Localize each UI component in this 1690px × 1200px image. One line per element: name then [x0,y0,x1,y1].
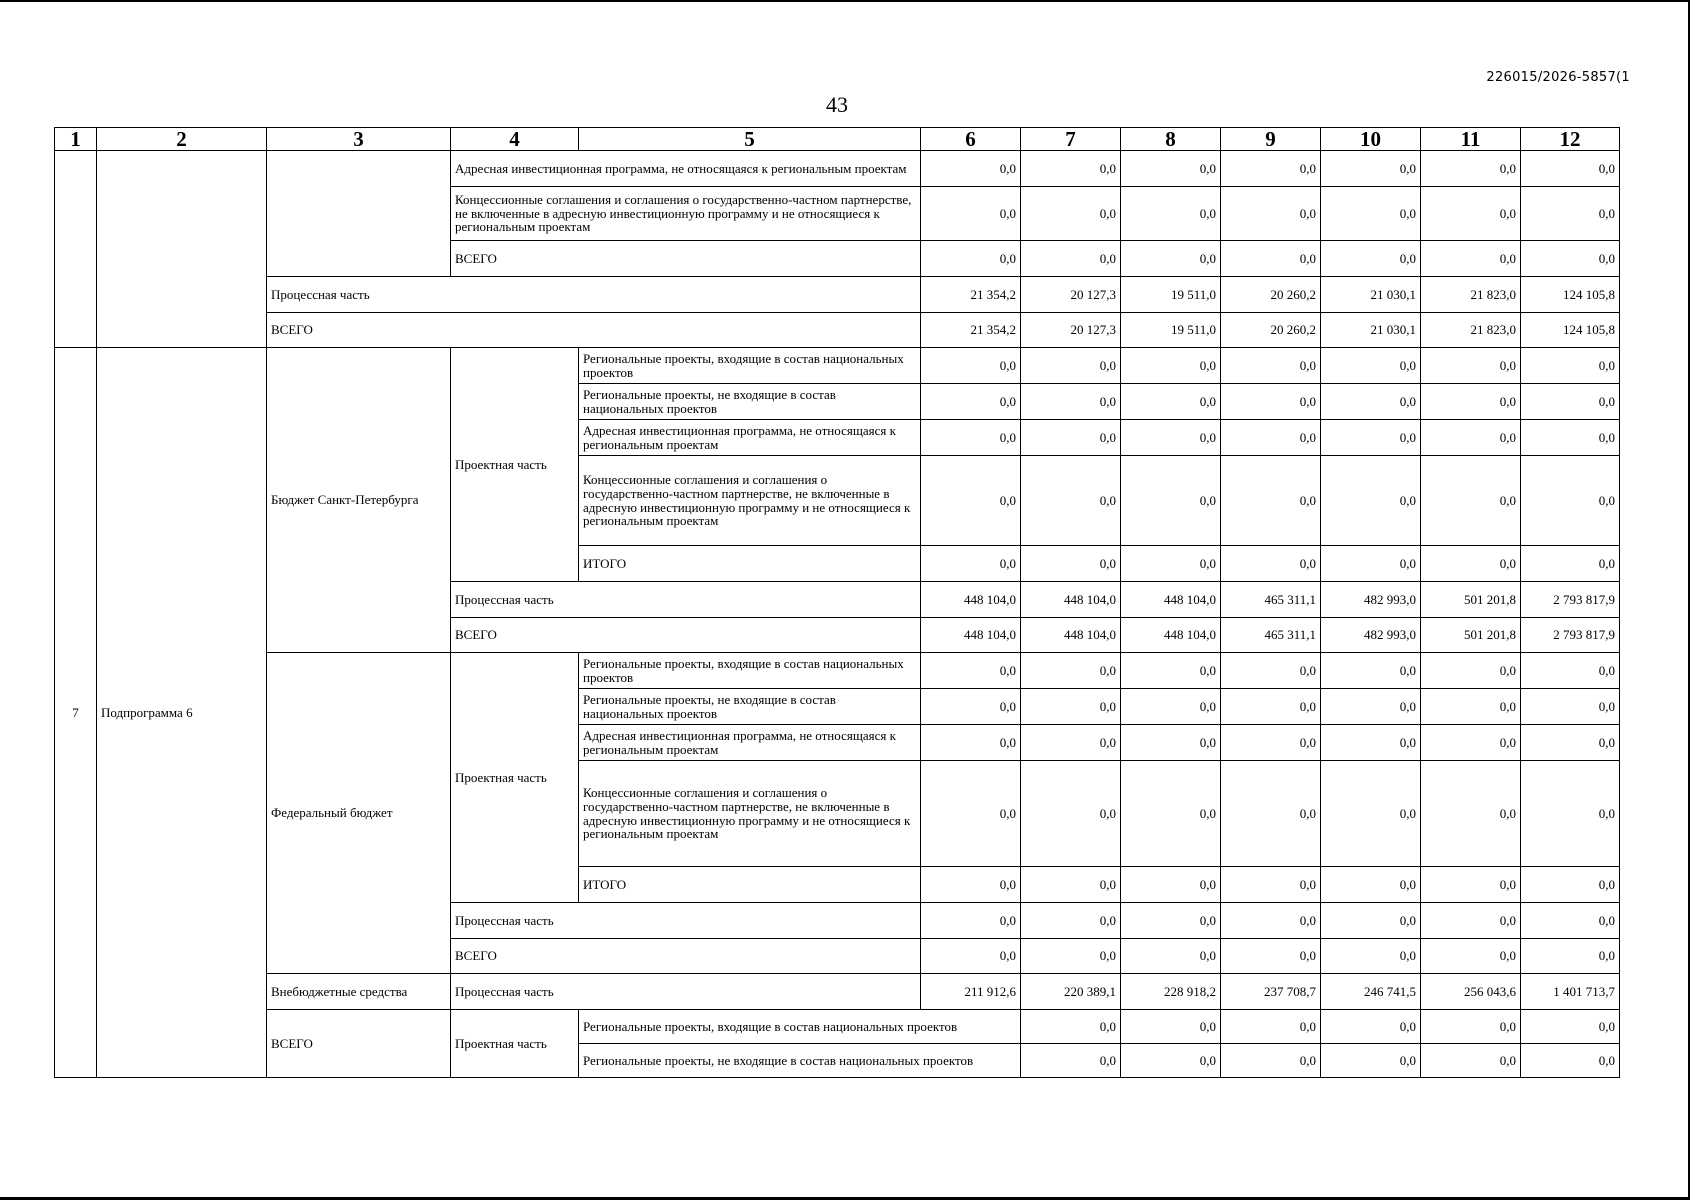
value-cell: 0,0 [1221,903,1321,939]
value-cell: 482 993,0 [1321,582,1421,618]
value-cell: 19 511,0 [1121,313,1221,348]
value-cell: 0,0 [1421,939,1521,974]
row-label: Региональные проекты, не входящие в состав национальных проектов [579,1044,1021,1078]
value-cell: 0,0 [921,384,1021,420]
column-number: 10 [1321,128,1421,151]
section-label: Проектная часть [451,348,579,582]
value-cell: 0,0 [1521,456,1620,546]
value-cell: 0,0 [1221,1010,1321,1044]
table-row [55,348,1620,384]
value-cell: 448 104,0 [1121,582,1221,618]
subprogram-name: Подпрограмма 6 [97,348,267,1078]
value-cell: 0,0 [921,689,1021,725]
section-label: Проектная часть [451,653,579,903]
value-cell: 0,0 [1121,725,1221,761]
value-cell: 0,0 [1021,1044,1121,1078]
row-name-cell [97,151,267,348]
value-cell: 448 104,0 [921,618,1021,653]
value-cell: 0,0 [921,241,1021,277]
document-id: 226015/2026-5857(1 [1486,70,1630,85]
value-cell: 0,0 [1321,903,1421,939]
value-cell: 0,0 [1121,456,1221,546]
row-label: ИТОГО [579,867,921,903]
row-label: Региональные проекты, не входящие в состав национальных проектов [579,384,921,420]
value-cell: 0,0 [1021,456,1121,546]
value-cell: 0,0 [1021,939,1121,974]
value-cell: 0,0 [1021,653,1121,689]
value-cell: 0,0 [1521,187,1620,241]
value-cell: 124 105,8 [1521,313,1620,348]
value-cell: 0,0 [1021,384,1121,420]
value-cell: 0,0 [1121,1010,1221,1044]
value-cell: 0,0 [1121,151,1221,187]
value-cell: 0,0 [1421,761,1521,867]
value-cell: 0,0 [921,151,1021,187]
value-cell: 0,0 [1421,151,1521,187]
value-cell: 0,0 [1321,867,1421,903]
row-label: ВСЕГО [267,313,921,348]
row-number-cell [55,151,97,348]
value-cell: 0,0 [1221,151,1321,187]
value-cell: 0,0 [1421,456,1521,546]
value-cell: 0,0 [1321,546,1421,582]
row-label: Региональные проекты, входящие в состав национальных проектов [579,1010,1021,1044]
row-label: ИТОГО [579,546,921,582]
row-label: Концессионные соглашения и соглашения о государственно-частном партнерстве, не включенные в адресную инвестиционную программу и не относящиеся к региональным проектам [451,187,921,241]
value-cell: 0,0 [1221,939,1321,974]
table-row [55,1010,1620,1044]
value-cell: 0,0 [921,546,1021,582]
value-cell: 0,0 [1221,420,1321,456]
value-cell: 0,0 [1321,1044,1421,1078]
value-cell: 0,0 [1121,903,1221,939]
value-cell: 0,0 [1121,384,1221,420]
value-cell: 0,0 [1421,348,1521,384]
value-cell: 0,0 [1221,653,1321,689]
value-cell: 0,0 [1321,939,1421,974]
value-cell: 0,0 [921,187,1021,241]
table-row [55,974,1620,1010]
value-cell: 448 104,0 [1121,618,1221,653]
funding-source: Бюджет Санкт-Петербурга [267,348,451,653]
value-cell: 21 354,2 [921,313,1021,348]
value-cell: 0,0 [921,348,1021,384]
row-label: Концессионные соглашения и соглашения о государственно-частном партнерстве, не включенные в адресную инвестиционную программу и не относящиеся к региональным проектам [579,456,921,546]
value-cell: 0,0 [1321,420,1421,456]
value-cell: 20 127,3 [1021,277,1121,313]
value-cell: 0,0 [1521,348,1620,384]
value-cell: 0,0 [1421,1010,1521,1044]
value-cell: 0,0 [1521,420,1620,456]
value-cell: 0,0 [1521,1044,1620,1078]
column-number: 2 [97,128,267,151]
value-cell: 0,0 [1021,725,1121,761]
value-cell: 0,0 [1521,903,1620,939]
value-cell: 0,0 [1421,903,1521,939]
value-cell: 0,0 [1221,761,1321,867]
value-cell: 0,0 [1421,420,1521,456]
value-cell: 21 030,1 [1321,277,1421,313]
value-cell: 0,0 [1321,348,1421,384]
value-cell: 0,0 [1321,384,1421,420]
value-cell: 0,0 [1021,689,1121,725]
column-number: 7 [1021,128,1121,151]
page-number: 43 [826,92,848,117]
row-label: Адресная инвестиционная программа, не относящаяся к региональным проектам [579,725,921,761]
value-cell: 0,0 [1321,1010,1421,1044]
value-cell: 0,0 [1021,348,1121,384]
value-cell: 0,0 [1421,653,1521,689]
value-cell: 482 993,0 [1321,618,1421,653]
row-number: 7 [55,348,97,1078]
value-cell: 0,0 [1221,187,1321,241]
value-cell: 0,0 [1221,348,1321,384]
value-cell: 2 793 817,9 [1521,582,1620,618]
value-cell: 0,0 [1521,761,1620,867]
value-cell: 0,0 [921,761,1021,867]
column-number: 11 [1421,128,1521,151]
value-cell: 246 741,5 [1321,974,1421,1010]
value-cell: 0,0 [1421,384,1521,420]
value-cell: 0,0 [921,867,1021,903]
value-cell: 20 127,3 [1021,313,1121,348]
grand-total-label: ВСЕГО [267,1010,451,1078]
value-cell: 0,0 [1521,867,1620,903]
row-label: Адресная инвестиционная программа, не относящаяся к региональным проектам [451,151,921,187]
value-cell: 0,0 [921,420,1021,456]
page-border-top [0,0,1690,2]
value-cell: 0,0 [1021,867,1121,903]
value-cell: 0,0 [1021,420,1121,456]
value-cell: 124 105,8 [1521,277,1620,313]
row-label: ВСЕГО [451,241,921,277]
table-row [55,313,1620,348]
value-cell: 448 104,0 [921,582,1021,618]
table-row [55,653,1620,689]
value-cell: 448 104,0 [1021,582,1121,618]
value-cell: 0,0 [1121,939,1221,974]
value-cell: 0,0 [1121,348,1221,384]
value-cell: 0,0 [1221,1044,1321,1078]
value-cell: 0,0 [1421,725,1521,761]
section-label: Проектная часть [451,1010,579,1078]
value-cell: 0,0 [1221,241,1321,277]
value-cell: 0,0 [1021,546,1121,582]
row-label: Процессная часть [451,903,921,939]
value-cell: 0,0 [1321,456,1421,546]
value-cell: 0,0 [1321,689,1421,725]
value-cell: 0,0 [1121,241,1221,277]
value-cell: 237 708,7 [1221,974,1321,1010]
value-cell: 0,0 [1021,151,1121,187]
value-cell: 0,0 [1021,903,1121,939]
value-cell: 0,0 [921,456,1021,546]
value-cell: 220 389,1 [1021,974,1121,1010]
value-cell: 0,0 [1121,546,1221,582]
value-cell: 0,0 [1521,546,1620,582]
row-label: Процессная часть [451,974,921,1010]
value-cell: 0,0 [1121,761,1221,867]
value-cell: 0,0 [1321,151,1421,187]
value-cell: 228 918,2 [1121,974,1221,1010]
value-cell: 0,0 [1321,187,1421,241]
value-cell: 0,0 [1521,241,1620,277]
column-number: 5 [579,128,921,151]
value-cell: 0,0 [1321,761,1421,867]
row-label: Процессная часть [267,277,921,313]
row-label: ВСЕГО [451,939,921,974]
value-cell: 0,0 [921,903,1021,939]
row-label: Процессная часть [451,582,921,618]
value-cell: 0,0 [1521,653,1620,689]
value-cell: 2 793 817,9 [1521,618,1620,653]
column-number: 1 [55,128,97,151]
value-cell: 20 260,2 [1221,277,1321,313]
table-row [55,151,1620,187]
value-cell: 0,0 [1321,653,1421,689]
column-number: 4 [451,128,579,151]
value-cell: 465 311,1 [1221,582,1321,618]
value-cell: 0,0 [1421,689,1521,725]
value-cell: 0,0 [1121,867,1221,903]
source-cell [267,151,451,277]
value-cell: 501 201,8 [1421,618,1521,653]
value-cell: 0,0 [1321,241,1421,277]
value-cell: 1 401 713,7 [1521,974,1620,1010]
row-label: Региональные проекты, входящие в состав национальных проектов [579,653,921,689]
value-cell: 20 260,2 [1221,313,1321,348]
value-cell: 0,0 [1321,725,1421,761]
funding-source: Внебюджетные средства [267,974,451,1010]
value-cell: 0,0 [1021,761,1121,867]
column-number-row [55,128,1620,151]
column-number: 8 [1121,128,1221,151]
value-cell: 0,0 [1121,187,1221,241]
column-number: 6 [921,128,1021,151]
row-label: Адресная инвестиционная программа, не относящаяся к региональным проектам [579,420,921,456]
value-cell: 0,0 [1521,384,1620,420]
value-cell: 0,0 [921,653,1021,689]
value-cell: 0,0 [1421,187,1521,241]
value-cell: 256 043,6 [1421,974,1521,1010]
row-label: Региональные проекты, входящие в состав национальных проектов [579,348,921,384]
row-label: Региональные проекты, не входящие в состав национальных проектов [579,689,921,725]
value-cell: 0,0 [1521,151,1620,187]
funding-source: Федеральный бюджет [267,653,451,974]
value-cell: 0,0 [1121,420,1221,456]
value-cell: 0,0 [1521,1010,1620,1044]
value-cell: 0,0 [1521,939,1620,974]
value-cell: 0,0 [1221,456,1321,546]
value-cell: 0,0 [921,939,1021,974]
value-cell: 19 511,0 [1121,277,1221,313]
value-cell: 0,0 [1421,546,1521,582]
value-cell: 0,0 [1121,689,1221,725]
row-label: Концессионные соглашения и соглашения о государственно-частном партнерстве, не включенные в адресную инвестиционную программу и не относящиеся к региональным проектам [579,761,921,867]
value-cell: 0,0 [1021,1010,1121,1044]
row-label: ВСЕГО [451,618,921,653]
value-cell: 0,0 [1221,689,1321,725]
value-cell: 0,0 [1421,1044,1521,1078]
column-number: 3 [267,128,451,151]
value-cell: 0,0 [1021,187,1121,241]
value-cell: 0,0 [1521,689,1620,725]
budget-table [54,127,1620,1078]
value-cell: 211 912,6 [921,974,1021,1010]
value-cell: 0,0 [1121,653,1221,689]
value-cell: 0,0 [1221,867,1321,903]
value-cell: 21 354,2 [921,277,1021,313]
value-cell: 0,0 [1221,384,1321,420]
column-number: 12 [1521,128,1620,151]
value-cell: 0,0 [1421,241,1521,277]
column-number: 9 [1221,128,1321,151]
value-cell: 0,0 [1121,1044,1221,1078]
value-cell: 0,0 [1221,725,1321,761]
value-cell: 21 823,0 [1421,277,1521,313]
value-cell: 448 104,0 [1021,618,1121,653]
value-cell: 21 823,0 [1421,313,1521,348]
table-row [55,277,1620,313]
value-cell: 0,0 [921,725,1021,761]
value-cell: 0,0 [1521,725,1620,761]
value-cell: 0,0 [1021,241,1121,277]
value-cell: 501 201,8 [1421,582,1521,618]
value-cell: 0,0 [1421,867,1521,903]
value-cell: 0,0 [1221,546,1321,582]
value-cell: 21 030,1 [1321,313,1421,348]
value-cell: 465 311,1 [1221,618,1321,653]
